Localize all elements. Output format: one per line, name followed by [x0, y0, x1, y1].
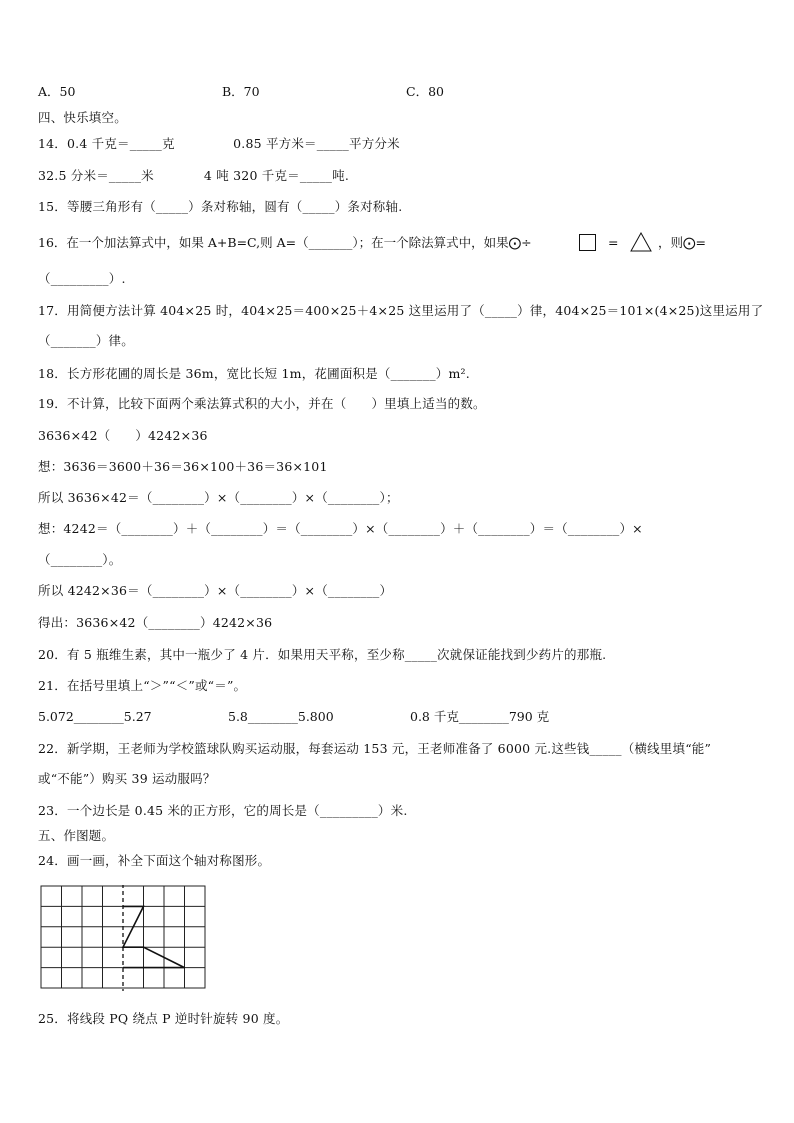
question-18: 18．长方形花圃的周长是 36m，宽比长短 1m，花圃面积是（_______）m².: [38, 366, 470, 381]
question-16-line-2: （_________）.: [38, 271, 126, 286]
question-17-line-1: 17．用简便方法计算 404×25 时，404×25＝400×25＋4×25 这里运用了（_____）律，404×25＝101×(4×25)这里运用了: [38, 303, 764, 318]
question-15: 15．等腰三角形有（_____）条对称轴，圆有（_____）条对称轴.: [38, 199, 403, 214]
square-icon: [579, 234, 596, 251]
question-19-line-4: 所以 3636×42＝（________）×（________）×（________）；: [38, 490, 399, 505]
half-figure: [123, 906, 185, 967]
question-14-line-2: 32.5 分米＝_____米 4 吨 320 千克＝_____吨.: [38, 168, 349, 183]
question-24: 24．画一画，补全下面这个轴对称图形。: [38, 853, 271, 868]
question-19-line-6: （________）。: [38, 552, 122, 567]
question-19-line-3: 想：3636＝3600＋36＝36×100＋36＝36×101: [38, 459, 328, 474]
question-16-part-1: 16．在一个加法算式中，如果 A+B=C,则 A=（_______）；在一个除法算式中，如果⨀÷: [38, 235, 532, 250]
question-21-line-1: 21．在括号里填上“＞”“＜”或“＝”。: [38, 678, 247, 693]
question-21-item-b: 5.8________5.800: [228, 709, 334, 724]
question-19-line-1: 19．不计算，比较下面两个乘法算式积的大小，并在（ ）里填上适当的数。: [38, 396, 486, 411]
question-20: 20．有 5 瓶维生素，其中一瓶少了 4 片．如果用天平称，至少称_____次就保证能找到少药片的那瓶.: [38, 647, 607, 662]
question-16-comma: ，则⨀=: [658, 235, 706, 250]
question-22-line-2: 或“不能”）购买 39 运动服吗？: [38, 771, 216, 786]
question-19-line-2: 3636×42（ ）4242×36: [38, 428, 208, 443]
option-c: C．80: [406, 84, 444, 99]
question-25: 25．将线段 PQ 绕点 P 逆时针旋转 90 度。: [38, 1011, 289, 1026]
triangle-icon: [630, 232, 652, 252]
question-16-equals: =: [608, 235, 619, 250]
question-22-line-1: 22．新学期，王老师为学校篮球队购买运动服，每套运动 153 元，王老师准备了 6000 元.这些钱_____（横线里填“能”: [38, 741, 712, 756]
question-21-item-a: 5.072________5.27: [38, 709, 152, 724]
question-19-line-7: 所以 4242×36＝（________）×（________）×（________）: [38, 583, 393, 598]
option-a: A．50: [38, 84, 76, 99]
symmetry-grid-figure: [40, 885, 208, 991]
question-19-line-5: 想：4242＝（________）＋（________）＝（________）×（________）＋（________）＝（________）×: [38, 521, 643, 536]
section-5-heading: 五、作图题。: [38, 828, 115, 843]
section-4-heading: 四、快乐填空。: [38, 110, 127, 125]
question-21-item-c: 0.8 千克________790 克: [410, 709, 550, 724]
question-17-line-2: （_______）律。: [38, 333, 134, 348]
question-19-line-8: 得出：3636×42（________）4242×36: [38, 615, 273, 630]
question-23: 23．一个边长是 0.45 米的正方形，它的周长是（_________）米.: [38, 803, 408, 818]
question-14-line-1: 14．0.4 千克＝_____克 0.85 平方米＝_____平方分米: [38, 136, 400, 151]
option-b: B．70: [222, 84, 260, 99]
